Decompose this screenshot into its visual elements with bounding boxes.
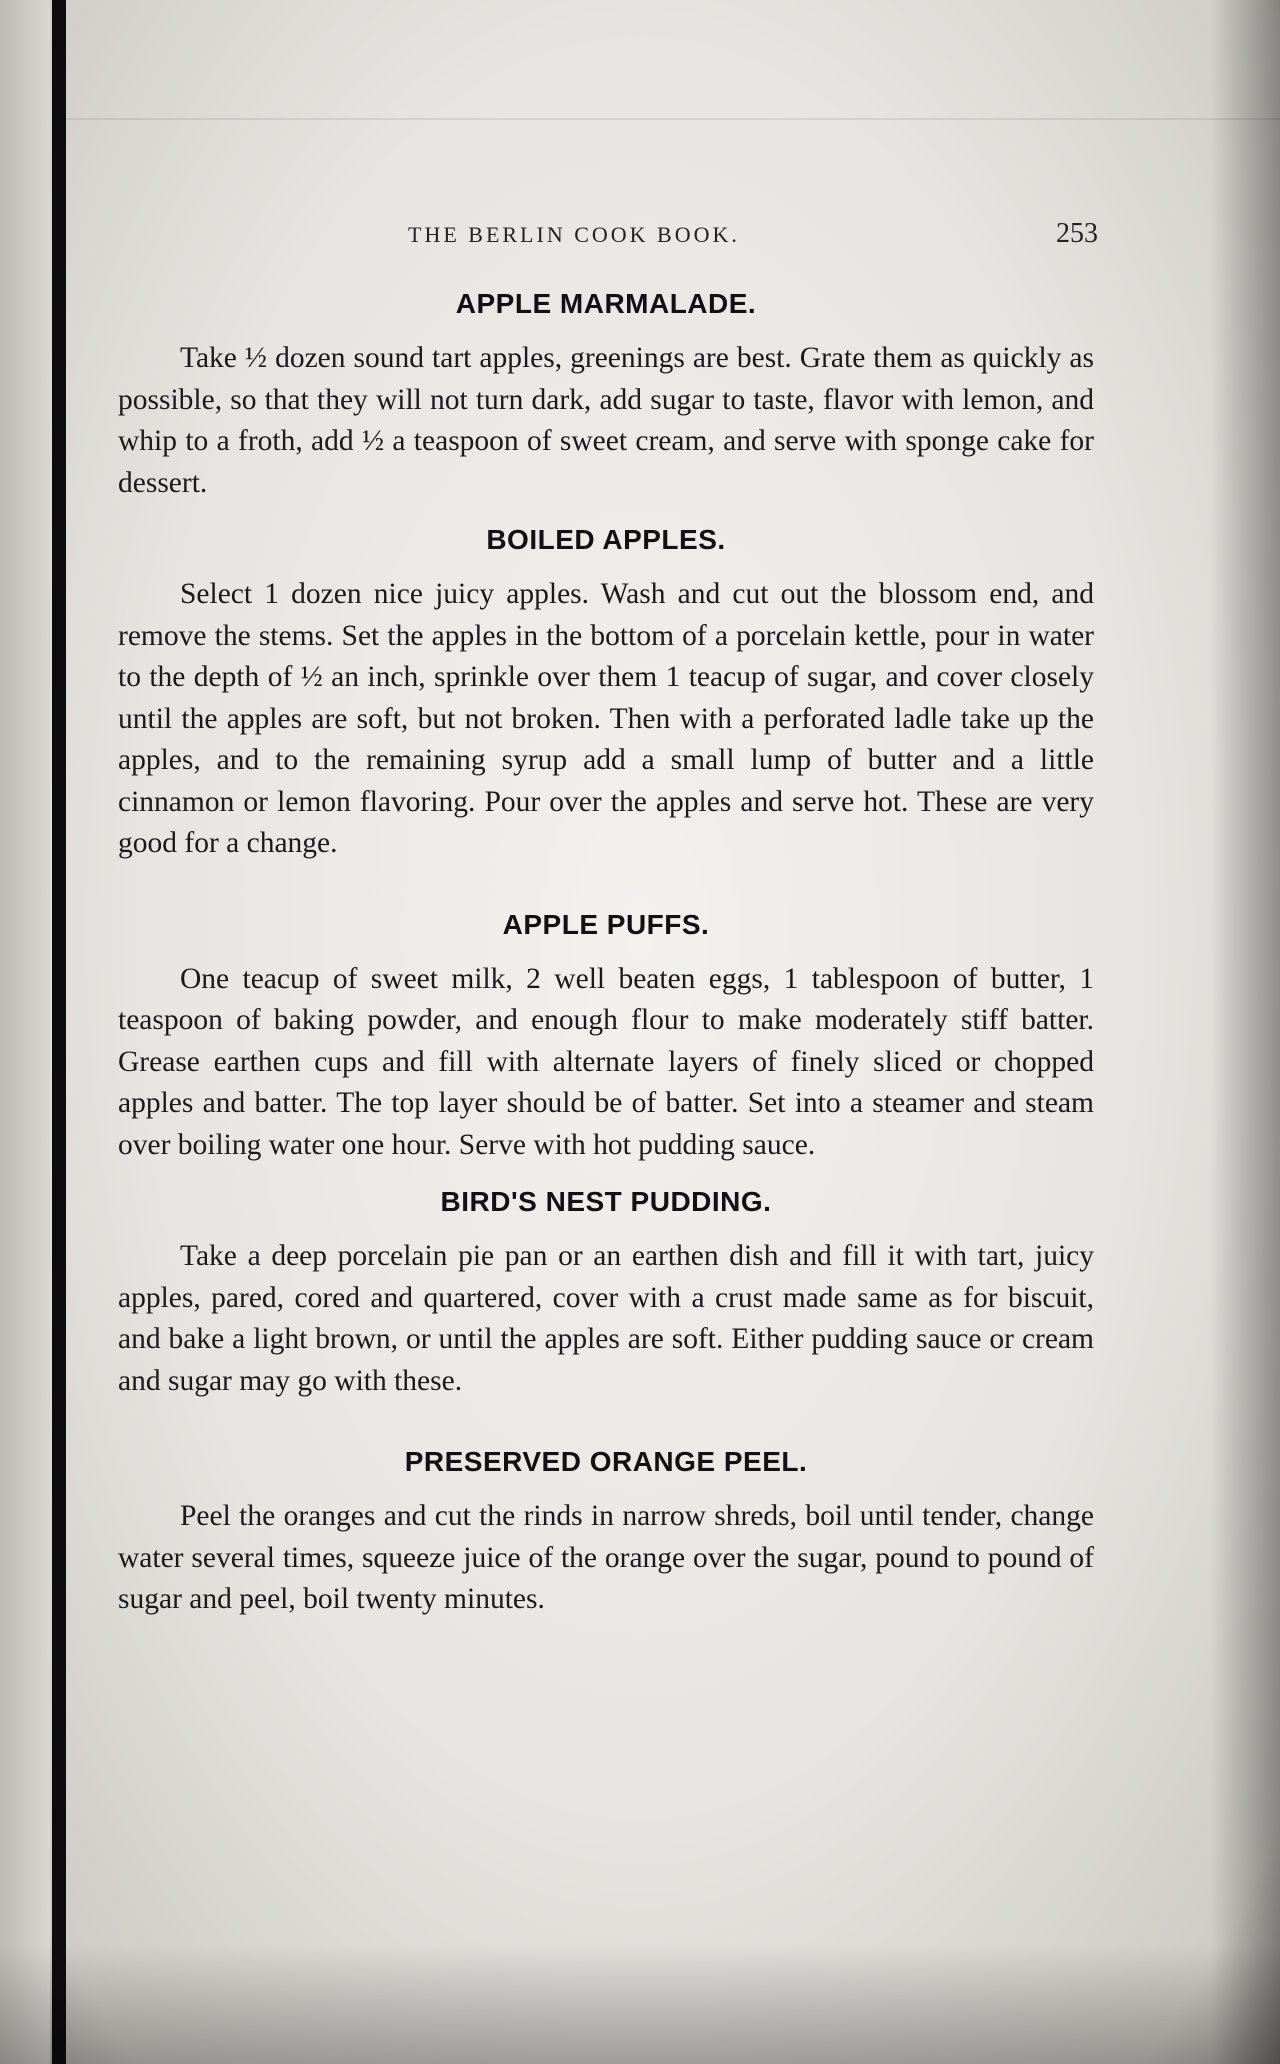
bottom-edge-shadow: [0, 1944, 1280, 2064]
recipe-title: APPLE PUFFS.: [502, 908, 710, 940]
recipe-birds-nest-pudding: [118, 1186, 1094, 1402]
recipe-text: Take a deep porcelain pie pan or an earthen dish and fill it with tart, juicy apples, pared, cored and quartered, cover with a crust made same as for biscuit, and bake a light brown, or until the apples are soft. Either pudding sauce or cream and sugar may go with these.: [118, 1240, 1094, 1397]
recipe-apple-puffs: [118, 909, 1094, 1167]
book-spine-line: [52, 0, 66, 2064]
recipe-text: Take ½ dozen sound tart apples, greenings are best. Grate them as quickly as possible, so that they will not turn dark, add sugar to taste, flavor with lemon, and whip to a froth, add ½ a teaspoon of sweet cream, and serve with sponge cake for dessert.: [118, 342, 1094, 499]
page-number: 253: [1056, 218, 1098, 249]
recipe-title: APPLE MARMALADE.: [455, 288, 757, 319]
recipe-text: Select 1 dozen nice juicy apples. Wash and cut out the blossom end, and remove the stems. Set the apples in the bottom of a porcelain kettle, pour in water to the depth of ½ an inch, sprinkle over them 1 teacup of sugar, and cover closely until the apples are soft, but not broken. Then with a perforated ladle take up the apples, and to the remaining syrup add a small lump of butter and a little cinnamon or lemon flavoring. Pour over the apples and serve hot. These are very good for a change.: [118, 578, 1094, 859]
recipe-apple-marmalade: [118, 288, 1094, 504]
left-margin: [0, 0, 50, 2064]
recipe-title: BOILED APPLES.: [486, 524, 726, 555]
running-header: [118, 218, 1098, 258]
recipe-text: Peel the oranges and cut the rinds in narrow shreds, boil until tender, change water several times, squeeze juice of the orange over the sugar, pound to pound of sugar and peel, boil twenty minutes.: [118, 1500, 1094, 1615]
recipe-preserved-orange-peel: [118, 1446, 1094, 1621]
book-title: THE BERLIN COOK BOOK.: [408, 222, 740, 247]
recipe-boiled-apples: [118, 524, 1094, 865]
recipe-text: One teacup of sweet milk, 2 well beaten eggs, 1 tablespoon of butter, 1 teaspoon of baking powder, and enough flour to make moderately stiff batter. Grease earthen cups and fill with alternate layers of finely sliced or chopped apples and batter. The top layer should be of batter. Set into a steamer and steam over boiling water one hour. Serve with hot pudding sauce.: [118, 962, 1094, 1161]
right-edge-shadow: [1210, 0, 1280, 2064]
page-content: [118, 288, 1094, 1641]
recipe-title: BIRD'S NEST PUDDING.: [440, 1186, 772, 1217]
recipe-title: PRESERVED ORANGE PEEL.: [404, 1446, 808, 1477]
top-rule: [66, 118, 1280, 120]
